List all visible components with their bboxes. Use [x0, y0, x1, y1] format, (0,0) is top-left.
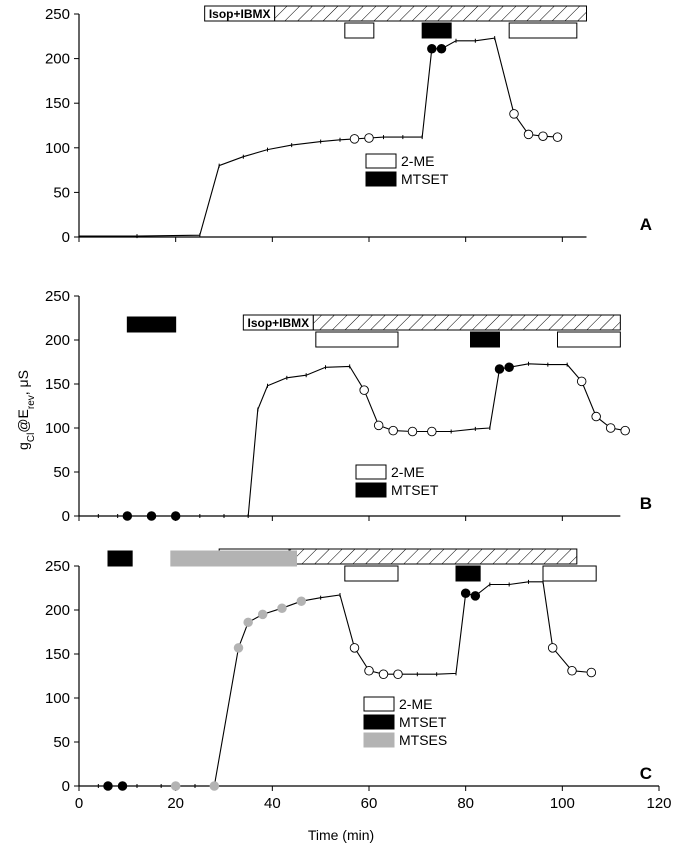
- data-point-open: [350, 644, 359, 653]
- data-line: [98, 582, 591, 786]
- data-point-open: [553, 133, 562, 142]
- data-point-gray: [210, 782, 219, 791]
- y-tick-label: 100: [44, 690, 70, 707]
- y-tick-label: 200: [44, 602, 70, 619]
- panel-c: [45, 549, 672, 812]
- y-tick-label: 100: [44, 420, 70, 437]
- treatment-bar-mtset: [108, 551, 132, 566]
- y-tick-label: 50: [53, 734, 70, 751]
- data-point-filled: [104, 782, 113, 791]
- data-point-filled: [147, 512, 156, 521]
- legend-label-2me: 2-ME: [399, 696, 433, 712]
- panels: [45, 6, 672, 812]
- data-point-filled: [461, 589, 470, 598]
- y-axis-title-main: g: [15, 442, 31, 450]
- drug-label: Isop+IBMX: [208, 7, 271, 21]
- y-tick-label: 100: [44, 139, 70, 157]
- drug-hatch-bar: [275, 6, 587, 21]
- treatment-bar-2me: [345, 566, 398, 581]
- treatment-bar-2me: [345, 23, 374, 38]
- data-line: [79, 38, 558, 236]
- data-point-open: [621, 426, 630, 435]
- treatment-bar-mtset: [127, 317, 175, 332]
- data-point-gray: [244, 618, 253, 627]
- data-point-open: [379, 670, 388, 679]
- data-point-gray: [171, 782, 180, 791]
- legend-label-mtset: MTSET: [399, 714, 447, 730]
- legend-swatch-mtses: [364, 733, 394, 747]
- data-point-open: [548, 644, 557, 653]
- x-tick-label: 0: [74, 795, 84, 812]
- treatment-bar-2me: [558, 332, 621, 347]
- legend-swatch-2me: [356, 465, 386, 479]
- panel-b: [45, 288, 652, 525]
- y-tick-label: 250: [44, 6, 70, 23]
- y-tick-label: 50: [53, 184, 70, 202]
- data-point-filled: [437, 44, 446, 53]
- data-point-open: [374, 421, 383, 430]
- y-tick-label: 0: [61, 778, 70, 795]
- data-point-gray: [297, 597, 306, 606]
- data-point-open: [365, 134, 374, 143]
- legend-label-mtset: MTSET: [401, 171, 449, 187]
- y-axis-title: [15, 370, 37, 450]
- y-axis-title-sub2: rev: [25, 395, 37, 410]
- x-tick-label: 60: [360, 795, 378, 812]
- treatment-bar-2me: [509, 23, 577, 38]
- data-point-open: [365, 666, 374, 675]
- y-tick-label: 150: [44, 646, 70, 663]
- data-point-open: [510, 110, 519, 119]
- data-point-open: [568, 666, 577, 675]
- legend-swatch-mtset: [364, 715, 394, 729]
- panel-letter: C: [639, 764, 652, 783]
- y-tick-label: 250: [44, 558, 70, 575]
- data-point-gray: [234, 644, 243, 653]
- legend-swatch-2me: [366, 154, 396, 168]
- data-point-filled: [118, 782, 127, 791]
- y-tick-label: 250: [44, 288, 70, 305]
- treatment-bar-mtset: [422, 23, 451, 38]
- panel-letter: A: [639, 215, 652, 234]
- x-tick-label: 80: [457, 795, 475, 812]
- x-tick-label: 40: [263, 795, 281, 812]
- x-tick-label: 120: [646, 795, 672, 812]
- legend-label-2me: 2-ME: [391, 464, 425, 480]
- x-tick-label: 20: [167, 795, 185, 812]
- data-point-open: [524, 130, 533, 139]
- y-tick-label: 0: [61, 508, 70, 525]
- data-point-gray: [278, 604, 287, 613]
- treatment-bar-mtses: [171, 551, 297, 566]
- y-tick-label: 150: [44, 376, 70, 393]
- y-tick-label: 50: [53, 464, 70, 481]
- legend-swatch-2me: [364, 697, 394, 711]
- data-point-open: [428, 427, 437, 436]
- x-axis-title: Time (min): [307, 827, 375, 843]
- legend-label-mtset: MTSET: [391, 482, 439, 498]
- y-axis-title-sub: Cl: [25, 432, 37, 443]
- x-tick-label: 100: [549, 795, 575, 812]
- legend-label-2me: 2-ME: [401, 153, 435, 169]
- data-point-open: [587, 668, 596, 677]
- drug-hatch-bar: [313, 315, 620, 330]
- drug-hatch-bar: [289, 549, 577, 564]
- y-axis-title-mid: @E: [15, 409, 31, 433]
- y-axis-title-tail: , μS: [15, 370, 31, 396]
- legend-swatch-mtset: [356, 483, 386, 497]
- data-point-open: [389, 426, 398, 435]
- data-point-open: [408, 427, 417, 436]
- data-point-open: [577, 377, 586, 386]
- data-point-open: [592, 412, 601, 421]
- data-point-filled: [495, 365, 504, 374]
- data-point-open: [360, 386, 369, 395]
- data-point-open: [350, 135, 359, 144]
- y-tick-label: 200: [44, 50, 70, 68]
- data-point-open: [394, 670, 403, 679]
- treatment-bar-2me: [316, 332, 398, 347]
- y-tick-label: 0: [61, 229, 70, 246]
- data-point-open: [539, 132, 548, 141]
- data-point-filled: [171, 512, 180, 521]
- panel-a: [45, 6, 652, 246]
- legend-swatch-mtset: [366, 172, 396, 186]
- drug-label: Isop+IBMX: [247, 316, 310, 330]
- data-point-filled: [428, 44, 437, 53]
- data-point-filled: [123, 512, 132, 521]
- y-tick-label: 150: [44, 95, 70, 113]
- treatment-bar-mtset: [456, 566, 480, 581]
- panel-letter: B: [639, 494, 652, 513]
- data-point-filled: [505, 363, 514, 372]
- data-point-filled: [471, 592, 480, 601]
- treatment-bar-2me: [543, 566, 596, 581]
- data-point-gray: [258, 610, 267, 619]
- data-point-open: [606, 424, 615, 433]
- legend-label-mtses: MTSES: [399, 732, 448, 748]
- y-tick-label: 200: [44, 332, 70, 349]
- treatment-bar-mtset: [471, 332, 500, 347]
